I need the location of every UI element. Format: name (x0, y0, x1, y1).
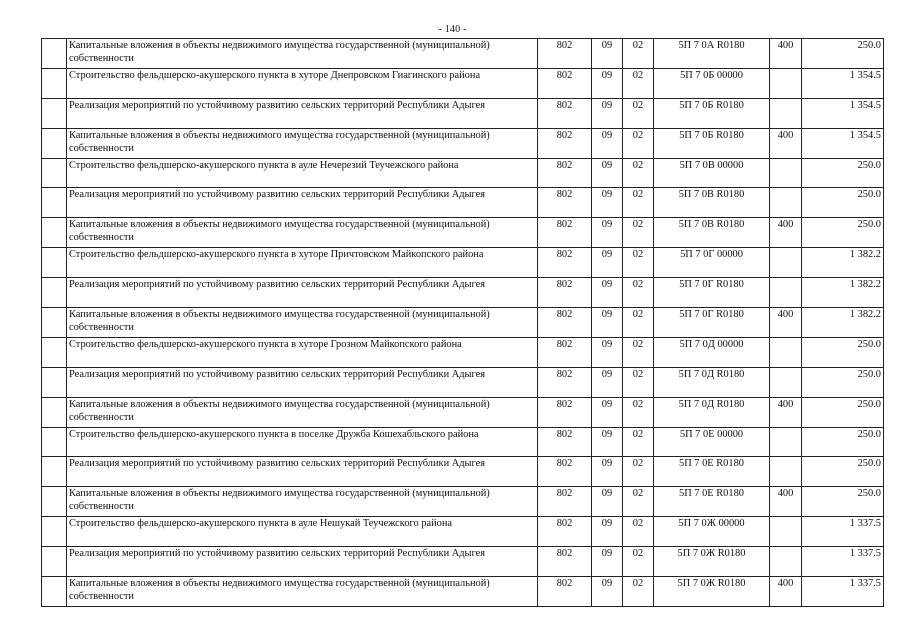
expense-name-cell: Капитальные вложения в объекты недвижимого имущества государственной (муниципальной) собственности (67, 487, 538, 517)
expense-type-cell (770, 547, 802, 577)
table-row (42, 337, 884, 367)
section-code-cell: 09 (592, 248, 623, 278)
target-item-code-cell: 5П 7 0Ж R0180 (654, 547, 770, 577)
target-item-code-cell: 5П 7 0Г 00000 (654, 248, 770, 278)
section-code-cell: 09 (592, 457, 623, 487)
expense-type-cell: 400 (770, 487, 802, 517)
admin-code-cell: 802 (538, 517, 592, 547)
amount-cell: 250.0 (802, 427, 884, 457)
expense-type-cell: 400 (770, 39, 802, 69)
expense-type-cell (770, 248, 802, 278)
expense-name-cell: Реализация мероприятий по устойчивому развитию сельских территорий Республики Адыгея (67, 98, 538, 128)
amount-cell: 1 337.5 (802, 577, 884, 607)
section-code-cell: 09 (592, 547, 623, 577)
table-row (42, 98, 884, 128)
target-item-code-cell: 5П 7 0Е R0180 (654, 487, 770, 517)
amount-cell: 250.0 (802, 218, 884, 248)
expense-name-cell: Реализация мероприятий по устойчивому развитию сельских территорий Республики Адыгея (67, 367, 538, 397)
expense-type-cell: 400 (770, 218, 802, 248)
admin-code-cell: 802 (538, 68, 592, 98)
table-body (42, 39, 884, 607)
section-code-cell: 09 (592, 427, 623, 457)
subsection-code-cell: 02 (623, 397, 654, 427)
expense-type-cell (770, 337, 802, 367)
section-code-cell: 09 (592, 577, 623, 607)
row-marker-cell (42, 128, 67, 158)
expense-type-cell (770, 517, 802, 547)
expense-name-cell: Строительство фельдшерско-акушерского пункта в хуторе Грозном Майкопского района (67, 337, 538, 367)
expense-name-cell: Реализация мероприятий по устойчивому развитию сельских территорий Республики Адыгея (67, 457, 538, 487)
admin-code-cell: 802 (538, 39, 592, 69)
section-code-cell: 09 (592, 98, 623, 128)
section-code-cell: 09 (592, 337, 623, 367)
expense-name-cell: Строительство фельдшерско-акушерского пункта в хуторе Причтовском Майкопского района (67, 248, 538, 278)
admin-code-cell: 802 (538, 128, 592, 158)
subsection-code-cell: 02 (623, 68, 654, 98)
subsection-code-cell: 02 (623, 517, 654, 547)
subsection-code-cell: 02 (623, 308, 654, 338)
amount-cell: 250.0 (802, 367, 884, 397)
row-marker-cell (42, 68, 67, 98)
expense-type-cell (770, 367, 802, 397)
table-row (42, 278, 884, 308)
subsection-code-cell: 02 (623, 248, 654, 278)
admin-code-cell: 802 (538, 278, 592, 308)
amount-cell: 250.0 (802, 188, 884, 218)
expense-name-cell: Капитальные вложения в объекты недвижимого имущества государственной (муниципальной) собственности (67, 577, 538, 607)
table-row (42, 367, 884, 397)
admin-code-cell: 802 (538, 158, 592, 188)
row-marker-cell (42, 188, 67, 218)
amount-cell: 250.0 (802, 158, 884, 188)
target-item-code-cell: 5П 7 0Ж 00000 (654, 517, 770, 547)
expense-type-cell (770, 98, 802, 128)
admin-code-cell: 802 (538, 98, 592, 128)
expense-name-cell: Капитальные вложения в объекты недвижимого имущества государственной (муниципальной) собственности (67, 128, 538, 158)
target-item-code-cell: 5П 7 0Ж R0180 (654, 577, 770, 607)
target-item-code-cell: 5П 7 0Е 00000 (654, 427, 770, 457)
table-row (42, 248, 884, 278)
expense-type-cell: 400 (770, 577, 802, 607)
table-row (42, 128, 884, 158)
subsection-code-cell: 02 (623, 158, 654, 188)
target-item-code-cell: 5П 7 0Г R0180 (654, 308, 770, 338)
row-marker-cell (42, 367, 67, 397)
amount-cell: 250.0 (802, 457, 884, 487)
table-row (42, 39, 884, 69)
subsection-code-cell: 02 (623, 367, 654, 397)
admin-code-cell: 802 (538, 218, 592, 248)
target-item-code-cell: 5П 7 0А R0180 (654, 39, 770, 69)
amount-cell: 1 354.5 (802, 98, 884, 128)
amount-cell: 250.0 (802, 487, 884, 517)
table-row (42, 218, 884, 248)
subsection-code-cell: 02 (623, 278, 654, 308)
amount-cell: 1 337.5 (802, 547, 884, 577)
amount-cell: 1 354.5 (802, 128, 884, 158)
section-code-cell: 09 (592, 487, 623, 517)
subsection-code-cell: 02 (623, 128, 654, 158)
row-marker-cell (42, 278, 67, 308)
expense-name-cell: Капитальные вложения в объекты недвижимого имущества государственной (муниципальной) собственности (67, 218, 538, 248)
expense-name-cell: Реализация мероприятий по устойчивому развитию сельских территорий Республики Адыгея (67, 547, 538, 577)
subsection-code-cell: 02 (623, 98, 654, 128)
amount-cell: 1 382.2 (802, 278, 884, 308)
target-item-code-cell: 5П 7 0Е R0180 (654, 457, 770, 487)
subsection-code-cell: 02 (623, 427, 654, 457)
row-marker-cell (42, 39, 67, 69)
admin-code-cell: 802 (538, 248, 592, 278)
expense-name-cell: Реализация мероприятий по устойчивому развитию сельских территорий Республики Адыгея (67, 278, 538, 308)
section-code-cell: 09 (592, 128, 623, 158)
admin-code-cell: 802 (538, 188, 592, 218)
row-marker-cell (42, 457, 67, 487)
expense-type-cell (770, 278, 802, 308)
row-marker-cell (42, 98, 67, 128)
section-code-cell: 09 (592, 367, 623, 397)
subsection-code-cell: 02 (623, 457, 654, 487)
target-item-code-cell: 5П 7 0Б 00000 (654, 68, 770, 98)
table-row (42, 308, 884, 338)
admin-code-cell: 802 (538, 337, 592, 367)
admin-code-cell: 802 (538, 427, 592, 457)
row-marker-cell (42, 517, 67, 547)
amount-cell: 250.0 (802, 337, 884, 367)
expense-name-cell: Капитальные вложения в объекты недвижимого имущества государственной (муниципальной) собственности (67, 308, 538, 338)
admin-code-cell: 802 (538, 547, 592, 577)
expense-name-cell: Реализация мероприятий по устойчивому развитию сельских территорий Республики Адыгея (67, 188, 538, 218)
table-row (42, 517, 884, 547)
section-code-cell: 09 (592, 188, 623, 218)
admin-code-cell: 802 (538, 397, 592, 427)
subsection-code-cell: 02 (623, 188, 654, 218)
admin-code-cell: 802 (538, 308, 592, 338)
target-item-code-cell: 5П 7 0Г R0180 (654, 278, 770, 308)
subsection-code-cell: 02 (623, 39, 654, 69)
row-marker-cell (42, 427, 67, 457)
expense-name-cell: Строительство фельдшерско-акушерского пункта в хуторе Днепровском Гиагинского района (67, 68, 538, 98)
section-code-cell: 09 (592, 39, 623, 69)
section-code-cell: 09 (592, 517, 623, 547)
table-row (42, 547, 884, 577)
row-marker-cell (42, 248, 67, 278)
row-marker-cell (42, 397, 67, 427)
table-row (42, 577, 884, 607)
table-row (42, 158, 884, 188)
table-row (42, 427, 884, 457)
section-code-cell: 09 (592, 218, 623, 248)
row-marker-cell (42, 577, 67, 607)
subsection-code-cell: 02 (623, 337, 654, 367)
amount-cell: 1 337.5 (802, 517, 884, 547)
expense-name-cell: Капитальные вложения в объекты недвижимого имущества государственной (муниципальной) собственности (67, 397, 538, 427)
expense-name-cell: Строительство фельдшерско-акушерского пункта в ауле Нечерезий Теучежского района (67, 158, 538, 188)
admin-code-cell: 802 (538, 457, 592, 487)
target-item-code-cell: 5П 7 0Д R0180 (654, 367, 770, 397)
table-row (42, 487, 884, 517)
row-marker-cell (42, 308, 67, 338)
subsection-code-cell: 02 (623, 218, 654, 248)
expense-type-cell (770, 188, 802, 218)
table-row (42, 188, 884, 218)
subsection-code-cell: 02 (623, 487, 654, 517)
target-item-code-cell: 5П 7 0Б R0180 (654, 128, 770, 158)
section-code-cell: 09 (592, 68, 623, 98)
row-marker-cell (42, 158, 67, 188)
amount-cell: 1 382.2 (802, 248, 884, 278)
admin-code-cell: 802 (538, 577, 592, 607)
table-row (42, 68, 884, 98)
amount-cell: 250.0 (802, 39, 884, 69)
target-item-code-cell: 5П 7 0В 00000 (654, 158, 770, 188)
subsection-code-cell: 02 (623, 577, 654, 607)
section-code-cell: 09 (592, 397, 623, 427)
amount-cell: 250.0 (802, 397, 884, 427)
expense-type-cell (770, 457, 802, 487)
amount-cell: 1 354.5 (802, 68, 884, 98)
expense-name-cell: Капитальные вложения в объекты недвижимого имущества государственной (муниципальной) собственности (67, 39, 538, 69)
target-item-code-cell: 5П 7 0Д 00000 (654, 337, 770, 367)
expense-name-cell: Строительство фельдшерско-акушерского пункта в поселке Дружба Кошехабльского района (67, 427, 538, 457)
target-item-code-cell: 5П 7 0В R0180 (654, 188, 770, 218)
page-number: - 140 - (438, 24, 467, 35)
row-marker-cell (42, 337, 67, 367)
section-code-cell: 09 (592, 158, 623, 188)
expense-type-cell: 400 (770, 128, 802, 158)
row-marker-cell (42, 547, 67, 577)
section-code-cell: 09 (592, 278, 623, 308)
expense-type-cell (770, 68, 802, 98)
section-code-cell: 09 (592, 308, 623, 338)
table-row (42, 397, 884, 427)
target-item-code-cell: 5П 7 0Б R0180 (654, 98, 770, 128)
table-row (42, 457, 884, 487)
expense-type-cell: 400 (770, 397, 802, 427)
target-item-code-cell: 5П 7 0Д R0180 (654, 397, 770, 427)
subsection-code-cell: 02 (623, 547, 654, 577)
budget-table (41, 38, 884, 607)
target-item-code-cell: 5П 7 0В R0180 (654, 218, 770, 248)
expense-type-cell: 400 (770, 308, 802, 338)
expense-type-cell (770, 158, 802, 188)
admin-code-cell: 802 (538, 367, 592, 397)
admin-code-cell: 802 (538, 487, 592, 517)
row-marker-cell (42, 218, 67, 248)
expense-name-cell: Строительство фельдшерско-акушерского пункта в ауле Нешукай Теучежского района (67, 517, 538, 547)
row-marker-cell (42, 487, 67, 517)
expense-type-cell (770, 427, 802, 457)
amount-cell: 1 382.2 (802, 308, 884, 338)
